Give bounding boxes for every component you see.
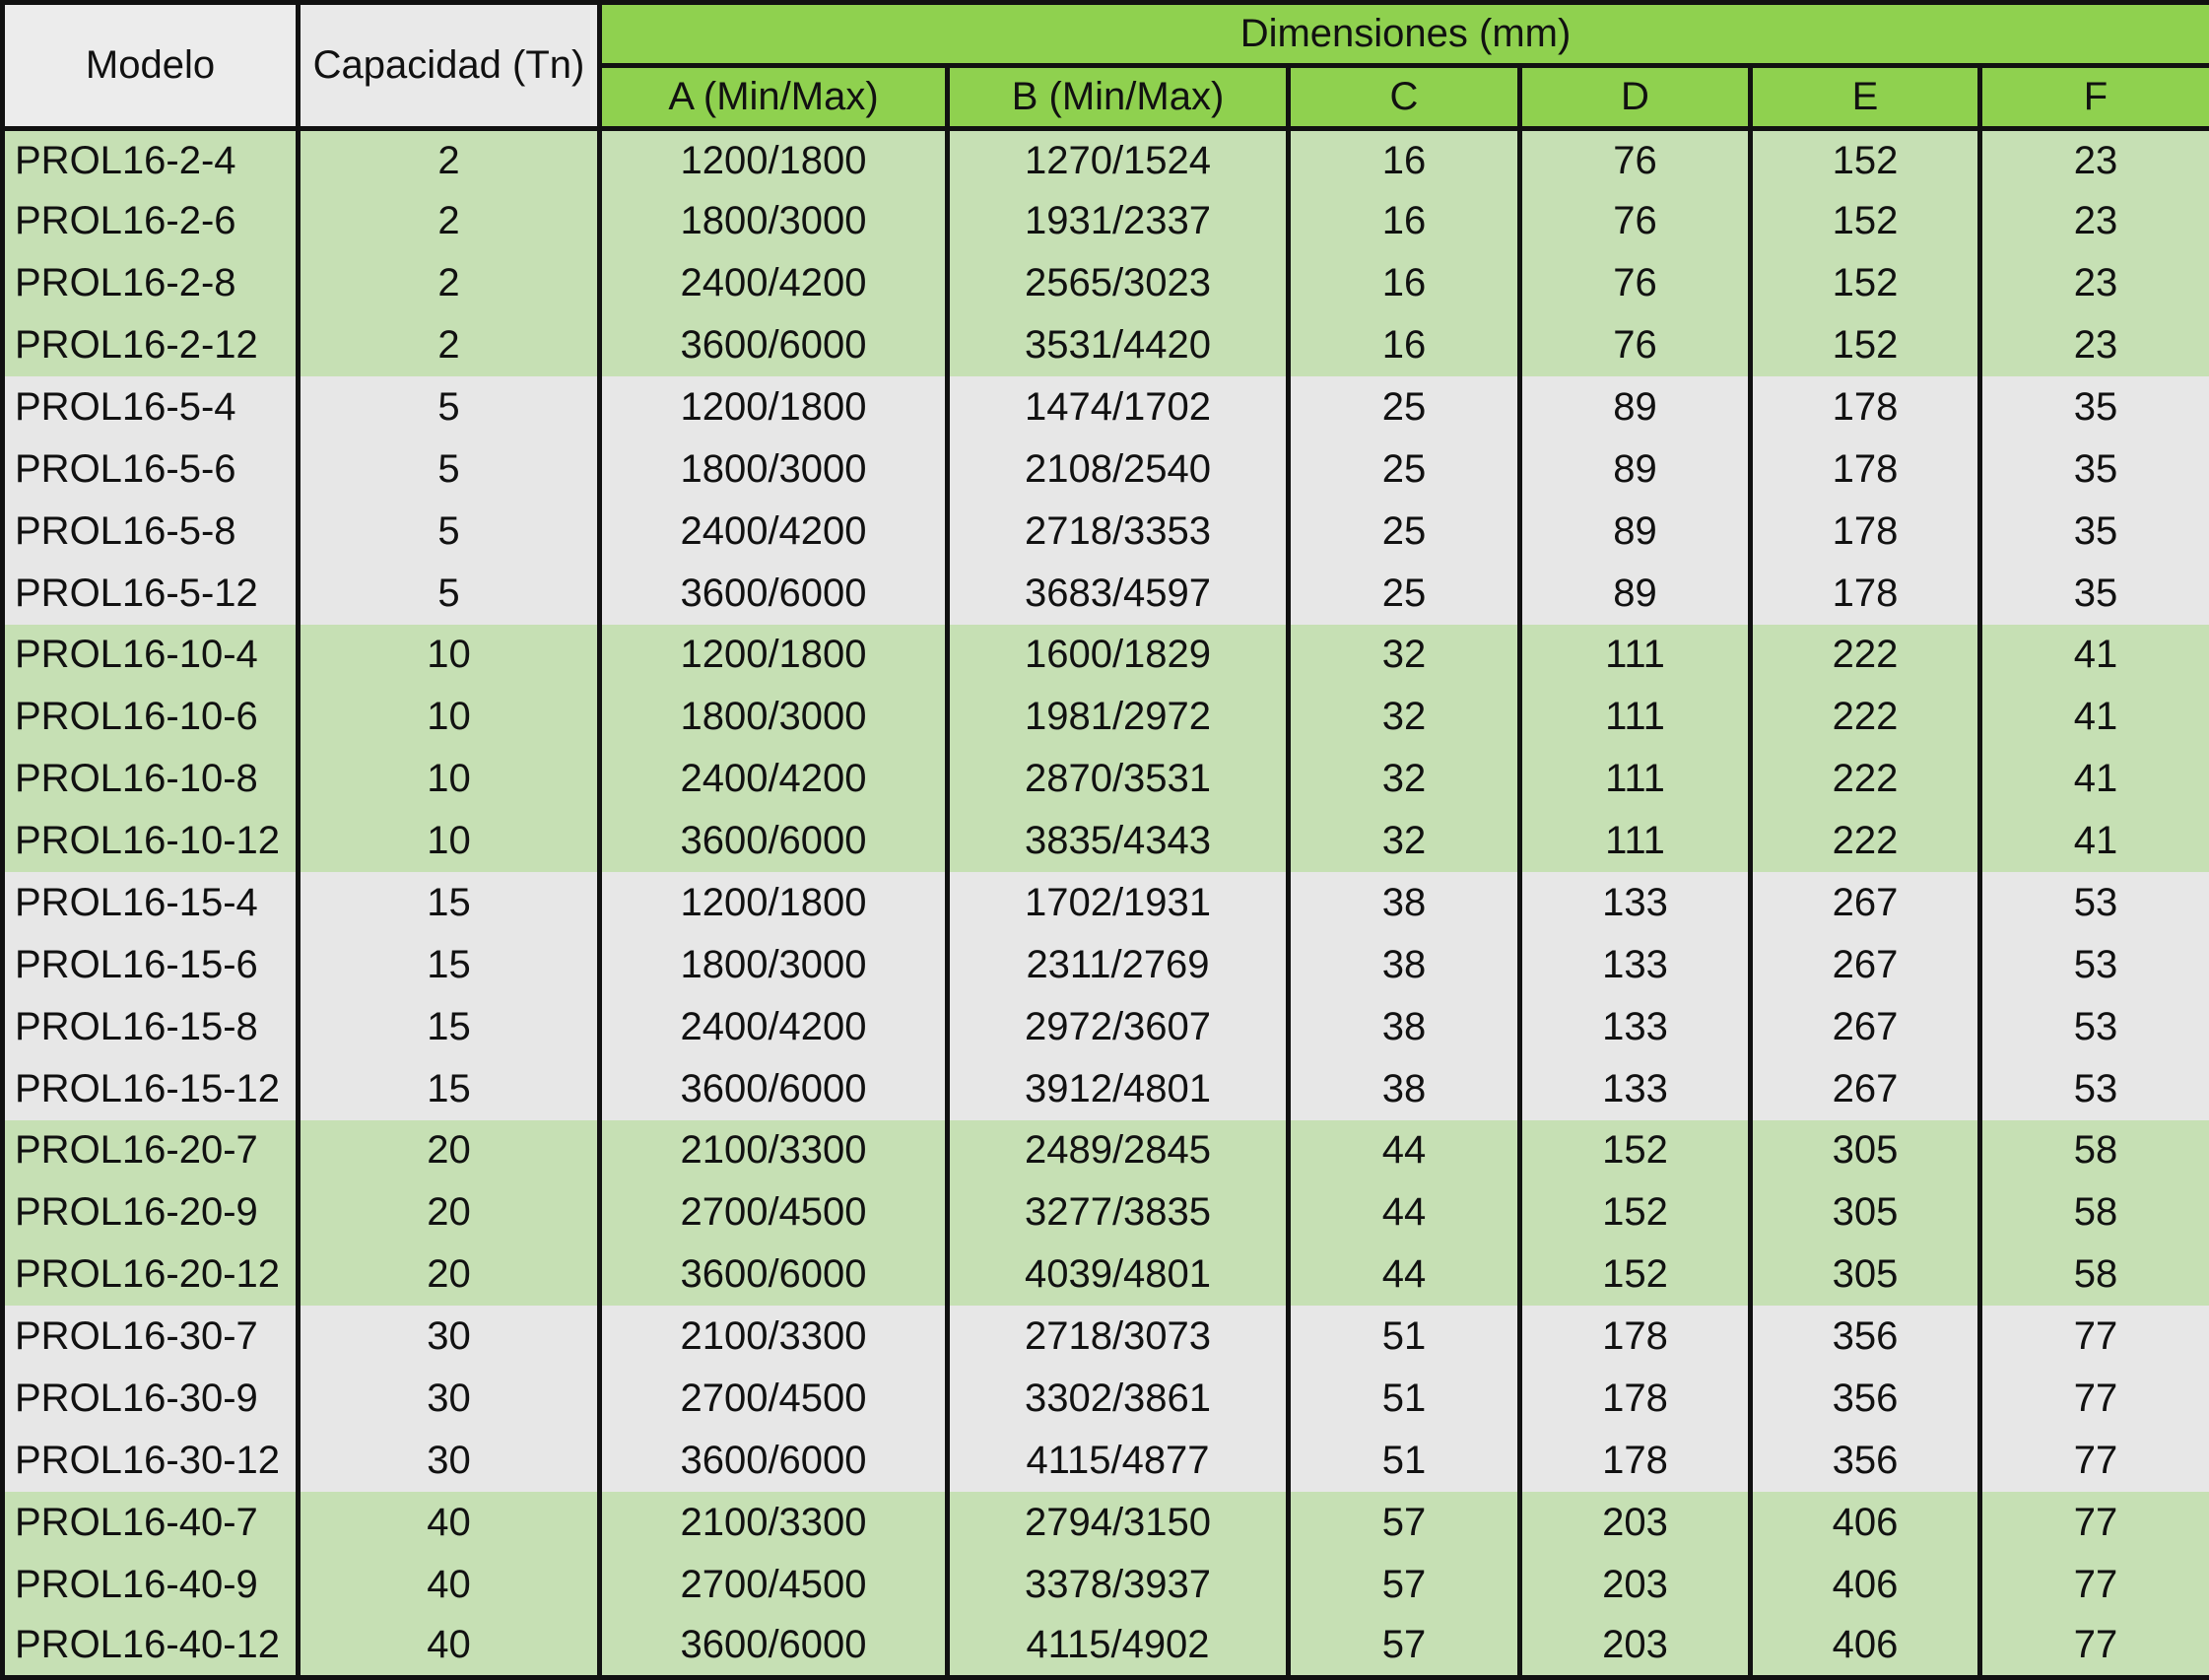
cell-c: 44 xyxy=(1289,1181,1520,1243)
cell-d: 89 xyxy=(1520,501,1751,563)
cell-e: 406 xyxy=(1751,1554,1980,1616)
table-row xyxy=(3,1492,2209,1554)
table-row xyxy=(3,190,2209,252)
cell-modelo: PROL16-30-12 xyxy=(3,1430,299,1492)
table-row xyxy=(3,748,2209,810)
table-row xyxy=(3,563,2209,625)
cell-d: 89 xyxy=(1520,376,1751,438)
cell-f: 53 xyxy=(1980,872,2209,934)
cell-f: 35 xyxy=(1980,501,2209,563)
header-a: A (Min/Max) xyxy=(600,66,948,129)
cell-a: 1200/1800 xyxy=(600,625,948,687)
cell-capacidad: 2 xyxy=(299,190,600,252)
cell-capacidad: 2 xyxy=(299,314,600,376)
header-dimensiones: Dimensiones (mm) xyxy=(600,3,2209,66)
cell-modelo: PROL16-2-8 xyxy=(3,252,299,314)
cell-e: 305 xyxy=(1751,1243,1980,1306)
cell-e: 305 xyxy=(1751,1181,1980,1243)
cell-e: 152 xyxy=(1751,129,1980,191)
cell-modelo: PROL16-10-4 xyxy=(3,625,299,687)
cell-capacidad: 10 xyxy=(299,686,600,748)
cell-d: 111 xyxy=(1520,810,1751,872)
cell-capacidad: 5 xyxy=(299,563,600,625)
cell-d: 203 xyxy=(1520,1616,1751,1678)
cell-b: 2489/2845 xyxy=(948,1120,1289,1182)
cell-capacidad: 10 xyxy=(299,810,600,872)
cell-a: 3600/6000 xyxy=(600,810,948,872)
cell-b: 3912/4801 xyxy=(948,1058,1289,1120)
cell-e: 356 xyxy=(1751,1306,1980,1368)
cell-b: 4039/4801 xyxy=(948,1243,1289,1306)
cell-e: 406 xyxy=(1751,1492,1980,1554)
cell-a: 2400/4200 xyxy=(600,748,948,810)
cell-capacidad: 10 xyxy=(299,625,600,687)
cell-f: 77 xyxy=(1980,1430,2209,1492)
cell-c: 44 xyxy=(1289,1120,1520,1182)
cell-e: 356 xyxy=(1751,1430,1980,1492)
cell-a: 3600/6000 xyxy=(600,1243,948,1306)
cell-c: 38 xyxy=(1289,1058,1520,1120)
cell-capacidad: 40 xyxy=(299,1554,600,1616)
cell-e: 406 xyxy=(1751,1616,1980,1678)
cell-a: 3600/6000 xyxy=(600,314,948,376)
cell-modelo: PROL16-2-4 xyxy=(3,129,299,191)
cell-capacidad: 5 xyxy=(299,438,600,501)
cell-c: 38 xyxy=(1289,934,1520,996)
cell-e: 267 xyxy=(1751,934,1980,996)
cell-b: 1931/2337 xyxy=(948,190,1289,252)
cell-b: 2565/3023 xyxy=(948,252,1289,314)
cell-a: 1800/3000 xyxy=(600,190,948,252)
table-row xyxy=(3,1554,2209,1616)
cell-e: 178 xyxy=(1751,376,1980,438)
cell-d: 76 xyxy=(1520,190,1751,252)
cell-modelo: PROL16-2-6 xyxy=(3,190,299,252)
cell-e: 267 xyxy=(1751,1058,1980,1120)
cell-a: 2100/3300 xyxy=(600,1306,948,1368)
cell-c: 16 xyxy=(1289,129,1520,191)
cell-modelo: PROL16-30-7 xyxy=(3,1306,299,1368)
cell-f: 53 xyxy=(1980,1058,2209,1120)
cell-e: 152 xyxy=(1751,314,1980,376)
cell-c: 51 xyxy=(1289,1306,1520,1368)
cell-f: 77 xyxy=(1980,1492,2209,1554)
cell-f: 58 xyxy=(1980,1120,2209,1182)
cell-modelo: PROL16-20-7 xyxy=(3,1120,299,1182)
cell-c: 51 xyxy=(1289,1368,1520,1430)
cell-modelo: PROL16-20-12 xyxy=(3,1243,299,1306)
cell-a: 2100/3300 xyxy=(600,1120,948,1182)
cell-modelo: PROL16-40-12 xyxy=(3,1616,299,1678)
cell-b: 3835/4343 xyxy=(948,810,1289,872)
cell-f: 23 xyxy=(1980,314,2209,376)
cell-d: 133 xyxy=(1520,1058,1751,1120)
cell-f: 41 xyxy=(1980,625,2209,687)
cell-modelo: PROL16-10-12 xyxy=(3,810,299,872)
cell-modelo: PROL16-10-8 xyxy=(3,748,299,810)
cell-b: 2108/2540 xyxy=(948,438,1289,501)
cell-capacidad: 30 xyxy=(299,1430,600,1492)
cell-a: 3600/6000 xyxy=(600,1616,948,1678)
cell-c: 51 xyxy=(1289,1430,1520,1492)
cell-c: 32 xyxy=(1289,810,1520,872)
cell-a: 2100/3300 xyxy=(600,1492,948,1554)
cell-e: 152 xyxy=(1751,252,1980,314)
cell-a: 2700/4500 xyxy=(600,1368,948,1430)
cell-capacidad: 2 xyxy=(299,129,600,191)
cell-d: 203 xyxy=(1520,1492,1751,1554)
cell-capacidad: 15 xyxy=(299,1058,600,1120)
cell-f: 77 xyxy=(1980,1368,2209,1430)
cell-b: 2718/3353 xyxy=(948,501,1289,563)
cell-capacidad: 30 xyxy=(299,1306,600,1368)
table-row xyxy=(3,1306,2209,1368)
cell-c: 16 xyxy=(1289,252,1520,314)
cell-c: 38 xyxy=(1289,872,1520,934)
cell-e: 356 xyxy=(1751,1368,1980,1430)
cell-modelo: PROL16-30-9 xyxy=(3,1368,299,1430)
cell-b: 1600/1829 xyxy=(948,625,1289,687)
cell-b: 1474/1702 xyxy=(948,376,1289,438)
cell-f: 53 xyxy=(1980,934,2209,996)
table-row xyxy=(3,625,2209,687)
cell-modelo: PROL16-5-4 xyxy=(3,376,299,438)
cell-f: 41 xyxy=(1980,748,2209,810)
cell-d: 76 xyxy=(1520,129,1751,191)
cell-c: 44 xyxy=(1289,1243,1520,1306)
cell-f: 77 xyxy=(1980,1554,2209,1616)
cell-d: 89 xyxy=(1520,563,1751,625)
cell-b: 4115/4902 xyxy=(948,1616,1289,1678)
table-row xyxy=(3,686,2209,748)
cell-modelo: PROL16-15-8 xyxy=(3,996,299,1058)
cell-capacidad: 5 xyxy=(299,501,600,563)
cell-b: 3683/4597 xyxy=(948,563,1289,625)
cell-c: 38 xyxy=(1289,996,1520,1058)
cell-capacidad: 30 xyxy=(299,1368,600,1430)
cell-f: 53 xyxy=(1980,996,2209,1058)
table-row xyxy=(3,1058,2209,1120)
cell-d: 178 xyxy=(1520,1368,1751,1430)
cell-f: 35 xyxy=(1980,438,2209,501)
cell-c: 32 xyxy=(1289,625,1520,687)
cell-d: 111 xyxy=(1520,625,1751,687)
cell-e: 267 xyxy=(1751,872,1980,934)
cell-a: 2400/4200 xyxy=(600,252,948,314)
table-row xyxy=(3,872,2209,934)
cell-modelo: PROL16-10-6 xyxy=(3,686,299,748)
header-d: D xyxy=(1520,66,1751,129)
cell-d: 76 xyxy=(1520,314,1751,376)
cell-c: 57 xyxy=(1289,1616,1520,1678)
table-row xyxy=(3,1430,2209,1492)
cell-a: 1200/1800 xyxy=(600,129,948,191)
table-row xyxy=(3,438,2209,501)
cell-d: 152 xyxy=(1520,1181,1751,1243)
table-row xyxy=(3,252,2209,314)
cell-b: 3302/3861 xyxy=(948,1368,1289,1430)
cell-c: 16 xyxy=(1289,190,1520,252)
cell-f: 23 xyxy=(1980,252,2209,314)
table-row xyxy=(3,1181,2209,1243)
cell-c: 25 xyxy=(1289,438,1520,501)
table-row xyxy=(3,810,2209,872)
cell-a: 2400/4200 xyxy=(600,501,948,563)
cell-e: 267 xyxy=(1751,996,1980,1058)
cell-modelo: PROL16-5-6 xyxy=(3,438,299,501)
cell-b: 2972/3607 xyxy=(948,996,1289,1058)
cell-c: 25 xyxy=(1289,563,1520,625)
cell-b: 3378/3937 xyxy=(948,1554,1289,1616)
cell-a: 2700/4500 xyxy=(600,1554,948,1616)
cell-capacidad: 40 xyxy=(299,1616,600,1678)
cell-a: 1800/3000 xyxy=(600,686,948,748)
cell-c: 32 xyxy=(1289,748,1520,810)
cell-f: 23 xyxy=(1980,190,2209,252)
cell-capacidad: 20 xyxy=(299,1120,600,1182)
table-row xyxy=(3,1368,2209,1430)
table-row xyxy=(3,501,2209,563)
cell-c: 32 xyxy=(1289,686,1520,748)
cell-d: 178 xyxy=(1520,1306,1751,1368)
table-row xyxy=(3,934,2209,996)
cell-c: 57 xyxy=(1289,1492,1520,1554)
cell-a: 3600/6000 xyxy=(600,563,948,625)
cell-modelo: PROL16-40-9 xyxy=(3,1554,299,1616)
cell-b: 1981/2972 xyxy=(948,686,1289,748)
cell-d: 203 xyxy=(1520,1554,1751,1616)
cell-f: 35 xyxy=(1980,376,2209,438)
cell-f: 41 xyxy=(1980,686,2209,748)
table-row xyxy=(3,1243,2209,1306)
cell-modelo: PROL16-5-8 xyxy=(3,501,299,563)
cell-d: 111 xyxy=(1520,748,1751,810)
cell-a: 1200/1800 xyxy=(600,376,948,438)
cell-e: 178 xyxy=(1751,563,1980,625)
table-row xyxy=(3,996,2209,1058)
cell-capacidad: 15 xyxy=(299,996,600,1058)
cell-f: 77 xyxy=(1980,1306,2209,1368)
cell-capacidad: 10 xyxy=(299,748,600,810)
cell-modelo: PROL16-15-4 xyxy=(3,872,299,934)
cell-e: 222 xyxy=(1751,810,1980,872)
cell-c: 57 xyxy=(1289,1554,1520,1616)
cell-modelo: PROL16-15-6 xyxy=(3,934,299,996)
cell-d: 133 xyxy=(1520,934,1751,996)
cell-a: 1800/3000 xyxy=(600,934,948,996)
cell-d: 133 xyxy=(1520,996,1751,1058)
cell-e: 152 xyxy=(1751,190,1980,252)
cell-f: 58 xyxy=(1980,1181,2209,1243)
cell-modelo: PROL16-20-9 xyxy=(3,1181,299,1243)
cell-b: 4115/4877 xyxy=(948,1430,1289,1492)
cell-capacidad: 40 xyxy=(299,1492,600,1554)
cell-capacidad: 20 xyxy=(299,1243,600,1306)
cell-b: 3277/3835 xyxy=(948,1181,1289,1243)
cell-capacidad: 5 xyxy=(299,376,600,438)
cell-capacidad: 2 xyxy=(299,252,600,314)
table-row xyxy=(3,1120,2209,1182)
cell-a: 3600/6000 xyxy=(600,1430,948,1492)
cell-e: 222 xyxy=(1751,748,1980,810)
table-row xyxy=(3,376,2209,438)
cell-b: 2870/3531 xyxy=(948,748,1289,810)
cell-d: 152 xyxy=(1520,1120,1751,1182)
cell-d: 76 xyxy=(1520,252,1751,314)
cell-f: 35 xyxy=(1980,563,2209,625)
cell-d: 133 xyxy=(1520,872,1751,934)
cell-f: 77 xyxy=(1980,1616,2209,1678)
cell-e: 222 xyxy=(1751,686,1980,748)
cell-d: 152 xyxy=(1520,1243,1751,1306)
cell-modelo: PROL16-2-12 xyxy=(3,314,299,376)
header-b: B (Min/Max) xyxy=(948,66,1289,129)
cell-a: 2400/4200 xyxy=(600,996,948,1058)
cell-b: 1270/1524 xyxy=(948,129,1289,191)
cell-f: 58 xyxy=(1980,1243,2209,1306)
cell-capacidad: 15 xyxy=(299,934,600,996)
cell-capacidad: 15 xyxy=(299,872,600,934)
cell-b: 1702/1931 xyxy=(948,872,1289,934)
cell-b: 2311/2769 xyxy=(948,934,1289,996)
cell-f: 23 xyxy=(1980,129,2209,191)
cell-modelo: PROL16-5-12 xyxy=(3,563,299,625)
cell-a: 3600/6000 xyxy=(600,1058,948,1120)
cell-e: 178 xyxy=(1751,501,1980,563)
table-row xyxy=(3,1616,2209,1678)
table-header xyxy=(3,3,2209,129)
cell-c: 25 xyxy=(1289,501,1520,563)
cell-e: 178 xyxy=(1751,438,1980,501)
header-capacidad: Capacidad (Tn) xyxy=(299,3,600,129)
table-row xyxy=(3,129,2209,191)
cell-d: 178 xyxy=(1520,1430,1751,1492)
cell-a: 1200/1800 xyxy=(600,872,948,934)
cell-b: 3531/4420 xyxy=(948,314,1289,376)
cell-d: 89 xyxy=(1520,438,1751,501)
cell-a: 1800/3000 xyxy=(600,438,948,501)
cell-c: 25 xyxy=(1289,376,1520,438)
table-row xyxy=(3,314,2209,376)
cell-modelo: PROL16-15-12 xyxy=(3,1058,299,1120)
header-modelo: Modelo xyxy=(3,3,299,129)
header-f: F xyxy=(1980,66,2209,129)
cell-e: 305 xyxy=(1751,1120,1980,1182)
cell-modelo: PROL16-40-7 xyxy=(3,1492,299,1554)
cell-f: 41 xyxy=(1980,810,2209,872)
cell-a: 2700/4500 xyxy=(600,1181,948,1243)
cell-b: 2718/3073 xyxy=(948,1306,1289,1368)
header-c: C xyxy=(1289,66,1520,129)
cell-b: 2794/3150 xyxy=(948,1492,1289,1554)
cell-c: 16 xyxy=(1289,314,1520,376)
cell-e: 222 xyxy=(1751,625,1980,687)
table-body xyxy=(3,129,2209,1678)
cell-d: 111 xyxy=(1520,686,1751,748)
header-e: E xyxy=(1751,66,1980,129)
cell-capacidad: 20 xyxy=(299,1181,600,1243)
